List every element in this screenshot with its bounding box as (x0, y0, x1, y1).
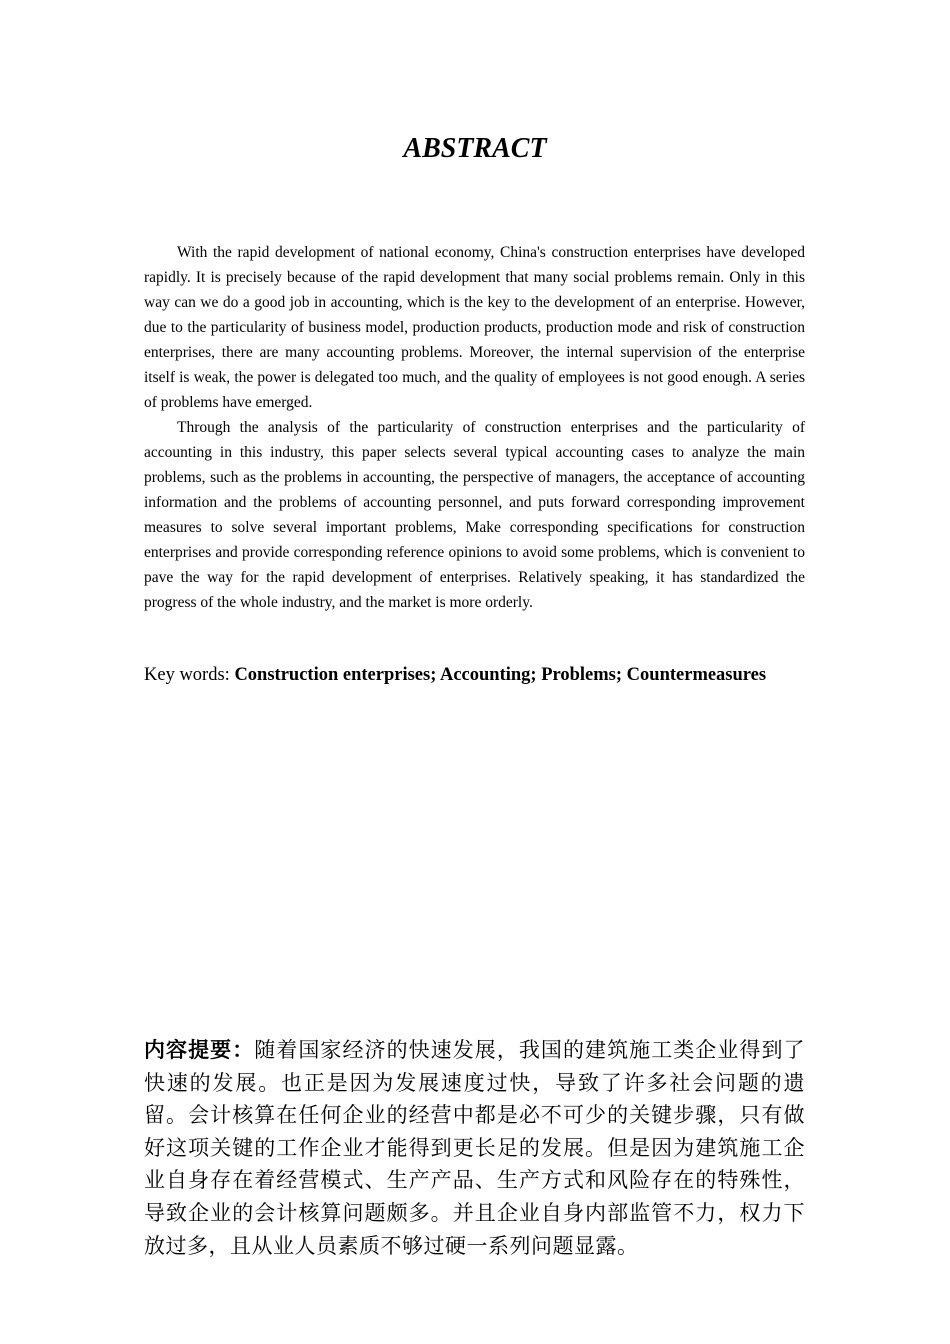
abstract-body (144, 240, 805, 615)
keywords-line (144, 662, 834, 688)
abstract-paragraph: Through the analysis of the particularity of construction enterprises and the particularity of accounting in this industry, this paper selects several typical accounting cases to analyze the main problems, such as the problems in accounting, the perspective of managers, the acceptance of accounting information and the problems of accounting personnel, and puts forward corresponding improvement measures to solve several important problems, Make corresponding specifications for construction enterprises and provide corresponding reference opinions to avoid some problems, which is convenient to pave the way for the rapid development of enterprises. Relatively speaking, it has standardized the progress of the whole industry, and the market is more orderly. (144, 419, 805, 611)
chinese-abstract-label: 内容提要： (144, 1037, 255, 1062)
keywords-values: Construction enterprises; Accounting; Problems; Countermeasures (234, 665, 767, 685)
chinese-abstract-text: 随着国家经济的快速发展，我国的建筑施工类企业得到了快速的发展。也正是因为发展速度过快，导致了许多社会问题的遗留。会计核算在任何企业的经营中都是必不可少的关键步骤，只有做好这项关键的工作企业才能得到更长足的发展。但是因为建筑施工企业自身存在着经营模式、生产产品、生产方式和风险存在的特殊性，导致企业的会计核算问题颇多。并且企业自身内部监管不力，权力下放过多，且从业人员素质不够过硬一系列问题显露。 (144, 1038, 806, 1258)
keywords-label: Key words: (144, 665, 235, 685)
abstract-title: ABSTRACT (403, 133, 547, 164)
abstract-paragraph: With the rapid development of national economy, China's construction enterprises have developed rapidly. It is precisely because of the rapid development that many social problems remain. Only in this way can we do a good job in accounting, which is the key to the development of an enterprise. However, due to the particularity of business model, production products, production mode and risk of construction enterprises, there are many accounting problems. Moreover, the internal supervision of the enterprise itself is weak, the power is delegated too much, and the quality of employees is not good enough. A series of problems have emerged. (144, 244, 805, 411)
chinese-abstract (144, 1034, 805, 1262)
